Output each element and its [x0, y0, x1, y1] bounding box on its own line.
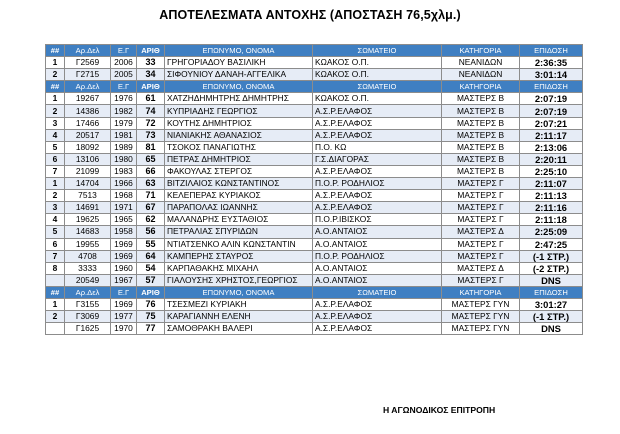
- column-header-rank: ##: [46, 286, 65, 298]
- cell-rank: 3: [46, 117, 65, 129]
- cell-athlete-name: ΝΙΑΝΙΑΚΗΣ ΑΘΑΝΑΣΙΟΣ: [165, 129, 313, 141]
- cell-birth-year: 1965: [111, 214, 137, 226]
- table-row: [46, 226, 583, 238]
- table-row: [46, 57, 583, 69]
- column-header-category: ΚΑΤΗΓΟΡΙΑ: [442, 286, 520, 298]
- cell-rank: 7: [46, 165, 65, 177]
- page-title: ΑΠΟΤΕΛΕΣΜΑΤΑ ΑΝΤΟΧΗΣ (ΑΠΟΣΤΑΣΗ 76,5χλμ.): [159, 8, 461, 22]
- cell-license: 13106: [65, 153, 111, 165]
- cell-license: 19267: [65, 93, 111, 105]
- cell-category: ΜΑΣΤΕΡΣ Β: [442, 93, 520, 105]
- cell-birth-year: 1969: [111, 250, 137, 262]
- cell-athlete-name: ΚΑΡΑΓΙΑΝΝΗ ΕΛΕΝΗ: [165, 311, 313, 323]
- cell-rank: 4: [46, 214, 65, 226]
- cell-club: Α.Σ.Ρ.ΕΛΑΦΟΣ: [313, 311, 442, 323]
- cell-club: Α.Ο.ΑΝΤΑΙΟΣ: [313, 238, 442, 250]
- cell-club: Γ.Σ.ΔΙΑΓΟΡΑΣ: [313, 153, 442, 165]
- cell-rank: 7: [46, 250, 65, 262]
- table-row: [46, 93, 583, 105]
- cell-athlete-name: ΚΕΛΕΠΕΡΑΣ ΚΥΡΙΑΚΟΣ: [165, 190, 313, 202]
- cell-category: ΜΑΣΤΕΡΣ Γ: [442, 202, 520, 214]
- cell-rank: [46, 274, 65, 286]
- cell-category: ΜΑΣΤΕΡΣ Β: [442, 153, 520, 165]
- cell-club: Α.Σ.Ρ.ΕΛΑΦΟΣ: [313, 165, 442, 177]
- cell-category: ΜΑΣΤΕΡΣ Γ: [442, 250, 520, 262]
- cell-bib: 75: [137, 311, 165, 323]
- cell-rank: 6: [46, 238, 65, 250]
- cell-bib: 66: [137, 165, 165, 177]
- cell-birth-year: 1958: [111, 226, 137, 238]
- cell-category: ΜΑΣΤΕΡΣ Δ: [442, 226, 520, 238]
- cell-rank: 2: [46, 190, 65, 202]
- cell-category: ΜΑΣΤΕΡΣ Γ: [442, 238, 520, 250]
- cell-rank: 5: [46, 226, 65, 238]
- column-header-club: ΣΩΜΑΤΕΙΟ: [313, 81, 442, 93]
- cell-athlete-name: ΚΑΜΠΕΡΗΣ ΣΤΑΥΡΟΣ: [165, 250, 313, 262]
- cell-rank: 1: [46, 178, 65, 190]
- cell-athlete-name: ΠΕΤΡΑΣ ΔΗΜΗΤΡΙΟΣ: [165, 153, 313, 165]
- cell-category: ΜΑΣΤΕΡΣ Γ: [442, 274, 520, 286]
- cell-license: Γ3155: [65, 298, 111, 310]
- cell-result: 2:11:17: [520, 129, 583, 141]
- cell-club: Α.Σ.Ρ.ΕΛΑΦΟΣ: [313, 298, 442, 310]
- cell-birth-year: 1979: [111, 117, 137, 129]
- cell-category: ΜΑΣΤΕΡΣ Β: [442, 165, 520, 177]
- cell-bib: 77: [137, 323, 165, 335]
- cell-result: 2:11:18: [520, 214, 583, 226]
- cell-bib: 71: [137, 190, 165, 202]
- cell-result: DNS: [520, 274, 583, 286]
- column-header-license: Αρ.Δελ: [65, 81, 111, 93]
- column-header-license: Αρ.Δελ: [65, 45, 111, 57]
- cell-license: 14704: [65, 178, 111, 190]
- cell-category: ΜΑΣΤΕΡΣ Β: [442, 129, 520, 141]
- cell-birth-year: 1960: [111, 262, 137, 274]
- cell-club: ΚΩΑΚΟΣ Ο.Π.: [313, 69, 442, 81]
- cell-bib: 73: [137, 129, 165, 141]
- cell-birth-year: 2005: [111, 69, 137, 81]
- cell-birth-year: 2006: [111, 57, 137, 69]
- table-row: [46, 323, 583, 335]
- column-header-bib: ΑΡΙΘ: [137, 45, 165, 57]
- column-header-result: ΕΠΙΔΟΣΗ: [520, 81, 583, 93]
- cell-athlete-name: ΜΑΛΑΝΔΡΗΣ ΕΥΣΤΑΘΙΟΣ: [165, 214, 313, 226]
- cell-athlete-name: ΠΕΤΡΑΛΙΑΣ ΣΠΥΡΙΔΩΝ: [165, 226, 313, 238]
- column-header-club: ΣΩΜΑΤΕΙΟ: [313, 45, 442, 57]
- cell-athlete-name: ΧΑΤΖΗΔΗΜΗΤΡΗΣ ΔΗΜΗΤΡΗΣ: [165, 93, 313, 105]
- cell-result: 2:47:25: [520, 238, 583, 250]
- cell-category: ΜΑΣΤΕΡΣ ΓΥΝ: [442, 311, 520, 323]
- cell-birth-year: 1970: [111, 323, 137, 335]
- cell-license: 18092: [65, 141, 111, 153]
- cell-result: (-2 ΣΤΡ.): [520, 262, 583, 274]
- cell-rank: 5: [46, 141, 65, 153]
- cell-rank: 8: [46, 262, 65, 274]
- column-header-license: Αρ.Δελ: [65, 286, 111, 298]
- cell-bib: 34: [137, 69, 165, 81]
- cell-category: ΜΑΣΤΕΡΣ Γ: [442, 190, 520, 202]
- results-table: [45, 44, 583, 335]
- cell-bib: 63: [137, 178, 165, 190]
- cell-result: 2:11:07: [520, 178, 583, 190]
- cell-bib: 81: [137, 141, 165, 153]
- cell-athlete-name: ΚΥΠΡΙΑΔΗΣ ΓΕΩΡΓΙΟΣ: [165, 105, 313, 117]
- table-row: [46, 238, 583, 250]
- cell-category: ΜΑΣΤΕΡΣ ΓΥΝ: [442, 323, 520, 335]
- cell-club: Α.Σ.Ρ.ΕΛΑΦΟΣ: [313, 323, 442, 335]
- cell-rank: 6: [46, 153, 65, 165]
- cell-license: Γ1625: [65, 323, 111, 335]
- cell-birth-year: 1966: [111, 178, 137, 190]
- column-header-bib: ΑΡΙΘ: [137, 81, 165, 93]
- cell-athlete-name: ΣΑΜΟΘΡΑΚΗ ΒΑΛΕΡΙ: [165, 323, 313, 335]
- column-header-birth-year: Ε.Γ: [111, 45, 137, 57]
- cell-birth-year: 1971: [111, 202, 137, 214]
- cell-athlete-name: ΠΑΡΑΠΟΛΑΣ ΙΩΑΝΝΗΣ: [165, 202, 313, 214]
- cell-rank: [46, 323, 65, 335]
- table-row: [46, 250, 583, 262]
- column-header-rank: ##: [46, 81, 65, 93]
- cell-license: 14683: [65, 226, 111, 238]
- cell-bib: 67: [137, 202, 165, 214]
- cell-license: 19625: [65, 214, 111, 226]
- cell-birth-year: 1980: [111, 153, 137, 165]
- cell-rank: 4: [46, 129, 65, 141]
- column-header-club: ΣΩΜΑΤΕΙΟ: [313, 286, 442, 298]
- column-header-athlete-name: ΕΠΩΝΥΜΟ, ΟΝΟΜΑ: [165, 286, 313, 298]
- column-header-bib: ΑΡΙΘ: [137, 286, 165, 298]
- cell-bib: 74: [137, 105, 165, 117]
- committee-signature: Η ΑΓΩΝΟΔΙΚΟΣ ΕΠΙΤΡΟΠΗ: [383, 405, 496, 415]
- cell-athlete-name: ΚΑΡΠΑΘΑΚΗΣ ΜΙΧΑΗΛ: [165, 262, 313, 274]
- cell-license: Γ2569: [65, 57, 111, 69]
- cell-athlete-name: ΓΡΗΓΟΡΙΑΔΟΥ ΒΑΣΙΛΙΚΗ: [165, 57, 313, 69]
- cell-license: 7513: [65, 190, 111, 202]
- cell-birth-year: 1969: [111, 238, 137, 250]
- cell-license: 19955: [65, 238, 111, 250]
- table-row: [46, 129, 583, 141]
- table-row: [46, 262, 583, 274]
- cell-result: 2:36:35: [520, 57, 583, 69]
- cell-result: 2:11:16: [520, 202, 583, 214]
- cell-result: (-1 ΣΤΡ.): [520, 311, 583, 323]
- column-header-athlete-name: ΕΠΩΝΥΜΟ, ΟΝΟΜΑ: [165, 81, 313, 93]
- cell-license: 20517: [65, 129, 111, 141]
- column-header-category: ΚΑΤΗΓΟΡΙΑ: [442, 45, 520, 57]
- table-row: [46, 105, 583, 117]
- cell-bib: 62: [137, 214, 165, 226]
- table-row: [46, 117, 583, 129]
- column-header-birth-year: Ε.Γ: [111, 286, 137, 298]
- cell-bib: 64: [137, 250, 165, 262]
- cell-result: 3:01:27: [520, 298, 583, 310]
- cell-license: Γ2715: [65, 69, 111, 81]
- cell-birth-year: 1989: [111, 141, 137, 153]
- cell-license: 14691: [65, 202, 111, 214]
- table-row: [46, 178, 583, 190]
- cell-result: 2:20:11: [520, 153, 583, 165]
- table-row: [46, 153, 583, 165]
- cell-birth-year: 1976: [111, 93, 137, 105]
- table-header-row: [46, 81, 583, 93]
- cell-birth-year: 1969: [111, 298, 137, 310]
- cell-bib: 33: [137, 57, 165, 69]
- cell-result: 2:13:06: [520, 141, 583, 153]
- cell-rank: 2: [46, 69, 65, 81]
- table-row: [46, 202, 583, 214]
- table-row: [46, 311, 583, 323]
- table-row: [46, 298, 583, 310]
- cell-club: Α.Σ.Ρ.ΕΛΑΦΟΣ: [313, 117, 442, 129]
- cell-athlete-name: ΚΟΥΤΗΣ ΔΗΜΗΤΡΙΟΣ: [165, 117, 313, 129]
- cell-bib: 72: [137, 117, 165, 129]
- cell-rank: 1: [46, 298, 65, 310]
- column-header-athlete-name: ΕΠΩΝΥΜΟ, ΟΝΟΜΑ: [165, 45, 313, 57]
- cell-rank: 2: [46, 311, 65, 323]
- cell-bib: 65: [137, 153, 165, 165]
- cell-category: ΜΑΣΤΕΡΣ Γ: [442, 178, 520, 190]
- column-header-result: ΕΠΙΔΟΣΗ: [520, 286, 583, 298]
- cell-result: (-1 ΣΤΡ.): [520, 250, 583, 262]
- cell-license: 14386: [65, 105, 111, 117]
- cell-category: ΜΑΣΤΕΡΣ Β: [442, 117, 520, 129]
- cell-rank: 3: [46, 202, 65, 214]
- table-header-row: [46, 286, 583, 298]
- cell-birth-year: 1982: [111, 105, 137, 117]
- cell-club: Π.Ο.Ρ.ΙΒΙΣΚΟΣ: [313, 214, 442, 226]
- cell-category: ΜΑΣΤΕΡΣ Δ: [442, 262, 520, 274]
- cell-club: Α.Ο.ΑΝΤΑΙΟΣ: [313, 262, 442, 274]
- cell-athlete-name: ΤΣΕΣΜΕΖΙ ΚΥΡΙΑΚΗ: [165, 298, 313, 310]
- cell-bib: 61: [137, 93, 165, 105]
- cell-rank: 1: [46, 57, 65, 69]
- cell-result: 2:25:09: [520, 226, 583, 238]
- cell-club: Π.Ο.Ρ. ΡΟΔΗΛΙΟΣ: [313, 178, 442, 190]
- cell-club: Π.Ο.Ρ. ΡΟΔΗΛΙΟΣ: [313, 250, 442, 262]
- cell-license: 20549: [65, 274, 111, 286]
- cell-birth-year: 1977: [111, 311, 137, 323]
- cell-athlete-name: ΓΙΑΛΟΥΣΗΣ ΧΡΗΣΤΟΣ,ΓΕΩΡΓΙΟΣ: [165, 274, 313, 286]
- cell-club: Α.Ο.ΑΝΤΑΙΟΣ: [313, 274, 442, 286]
- cell-club: Π.Ο. ΚΩ: [313, 141, 442, 153]
- cell-license: 17466: [65, 117, 111, 129]
- cell-category: ΜΑΣΤΕΡΣ Β: [442, 141, 520, 153]
- cell-rank: 1: [46, 93, 65, 105]
- table-row: [46, 69, 583, 81]
- column-header-result: ΕΠΙΔΟΣΗ: [520, 45, 583, 57]
- cell-result: 2:07:19: [520, 93, 583, 105]
- cell-bib: 57: [137, 274, 165, 286]
- cell-club: Α.Σ.Ρ.ΕΛΑΦΟΣ: [313, 105, 442, 117]
- cell-athlete-name: ΒΙΤΖΙΛΑΙΟΣ ΚΩΝΣΤΑΝΤΙΝΟΣ: [165, 178, 313, 190]
- cell-athlete-name: ΣΙΦΟΥΝΙΟΥ ΔΑΝΑΗ-ΑΓΓΕΛΙΚΑ: [165, 69, 313, 81]
- cell-result: 2:25:10: [520, 165, 583, 177]
- column-header-category: ΚΑΤΗΓΟΡΙΑ: [442, 81, 520, 93]
- cell-birth-year: 1968: [111, 190, 137, 202]
- cell-athlete-name: ΦΑΚΟΥΛΑΣ ΣΤΕΡΓΟΣ: [165, 165, 313, 177]
- cell-club: ΚΩΑΚΟΣ Ο.Π.: [313, 57, 442, 69]
- table-row: [46, 165, 583, 177]
- cell-category: ΜΑΣΤΕΡΣ ΓΥΝ: [442, 298, 520, 310]
- cell-bib: 54: [137, 262, 165, 274]
- cell-rank: 2: [46, 105, 65, 117]
- cell-license: 21099: [65, 165, 111, 177]
- cell-license: 3333: [65, 262, 111, 274]
- cell-license: 4708: [65, 250, 111, 262]
- cell-bib: 56: [137, 226, 165, 238]
- cell-club: Α.Σ.Ρ.ΕΛΑΦΟΣ: [313, 202, 442, 214]
- cell-category: ΝΕΑΝΙΔΩΝ: [442, 69, 520, 81]
- cell-birth-year: 1967: [111, 274, 137, 286]
- cell-bib: 55: [137, 238, 165, 250]
- table-row: [46, 214, 583, 226]
- cell-category: ΜΑΣΤΕΡΣ Β: [442, 105, 520, 117]
- cell-athlete-name: ΝΤΙΑΤΣΕΝΚΟ ΑΛΙΝ ΚΩΝΣΤΑΝΤΙΝ: [165, 238, 313, 250]
- cell-result: 3:01:14: [520, 69, 583, 81]
- cell-result: DNS: [520, 323, 583, 335]
- column-header-rank: ##: [46, 45, 65, 57]
- cell-club: Α.Ο.ΑΝΤΑΙΟΣ: [313, 226, 442, 238]
- cell-birth-year: 1983: [111, 165, 137, 177]
- table-row: [46, 141, 583, 153]
- table-row: [46, 274, 583, 286]
- cell-category: ΜΑΣΤΕΡΣ Γ: [442, 214, 520, 226]
- cell-club: Α.Σ.Ρ.ΕΛΑΦΟΣ: [313, 190, 442, 202]
- cell-result: 2:07:21: [520, 117, 583, 129]
- cell-result: 2:11:13: [520, 190, 583, 202]
- cell-athlete-name: ΤΣΟΚΟΣ ΠΑΝΑΓΙΩΤΗΣ: [165, 141, 313, 153]
- cell-category: ΝΕΑΝΙΔΩΝ: [442, 57, 520, 69]
- cell-club: Α.Σ.Ρ.ΕΛΑΦΟΣ: [313, 129, 442, 141]
- cell-license: Γ3069: [65, 311, 111, 323]
- cell-birth-year: 1981: [111, 129, 137, 141]
- cell-club: ΚΩΑΚΟΣ Ο.Π.: [313, 93, 442, 105]
- cell-bib: 76: [137, 298, 165, 310]
- table-header-row: [46, 45, 583, 57]
- cell-result: 2:07:19: [520, 105, 583, 117]
- column-header-birth-year: Ε.Γ: [111, 81, 137, 93]
- table-row: [46, 190, 583, 202]
